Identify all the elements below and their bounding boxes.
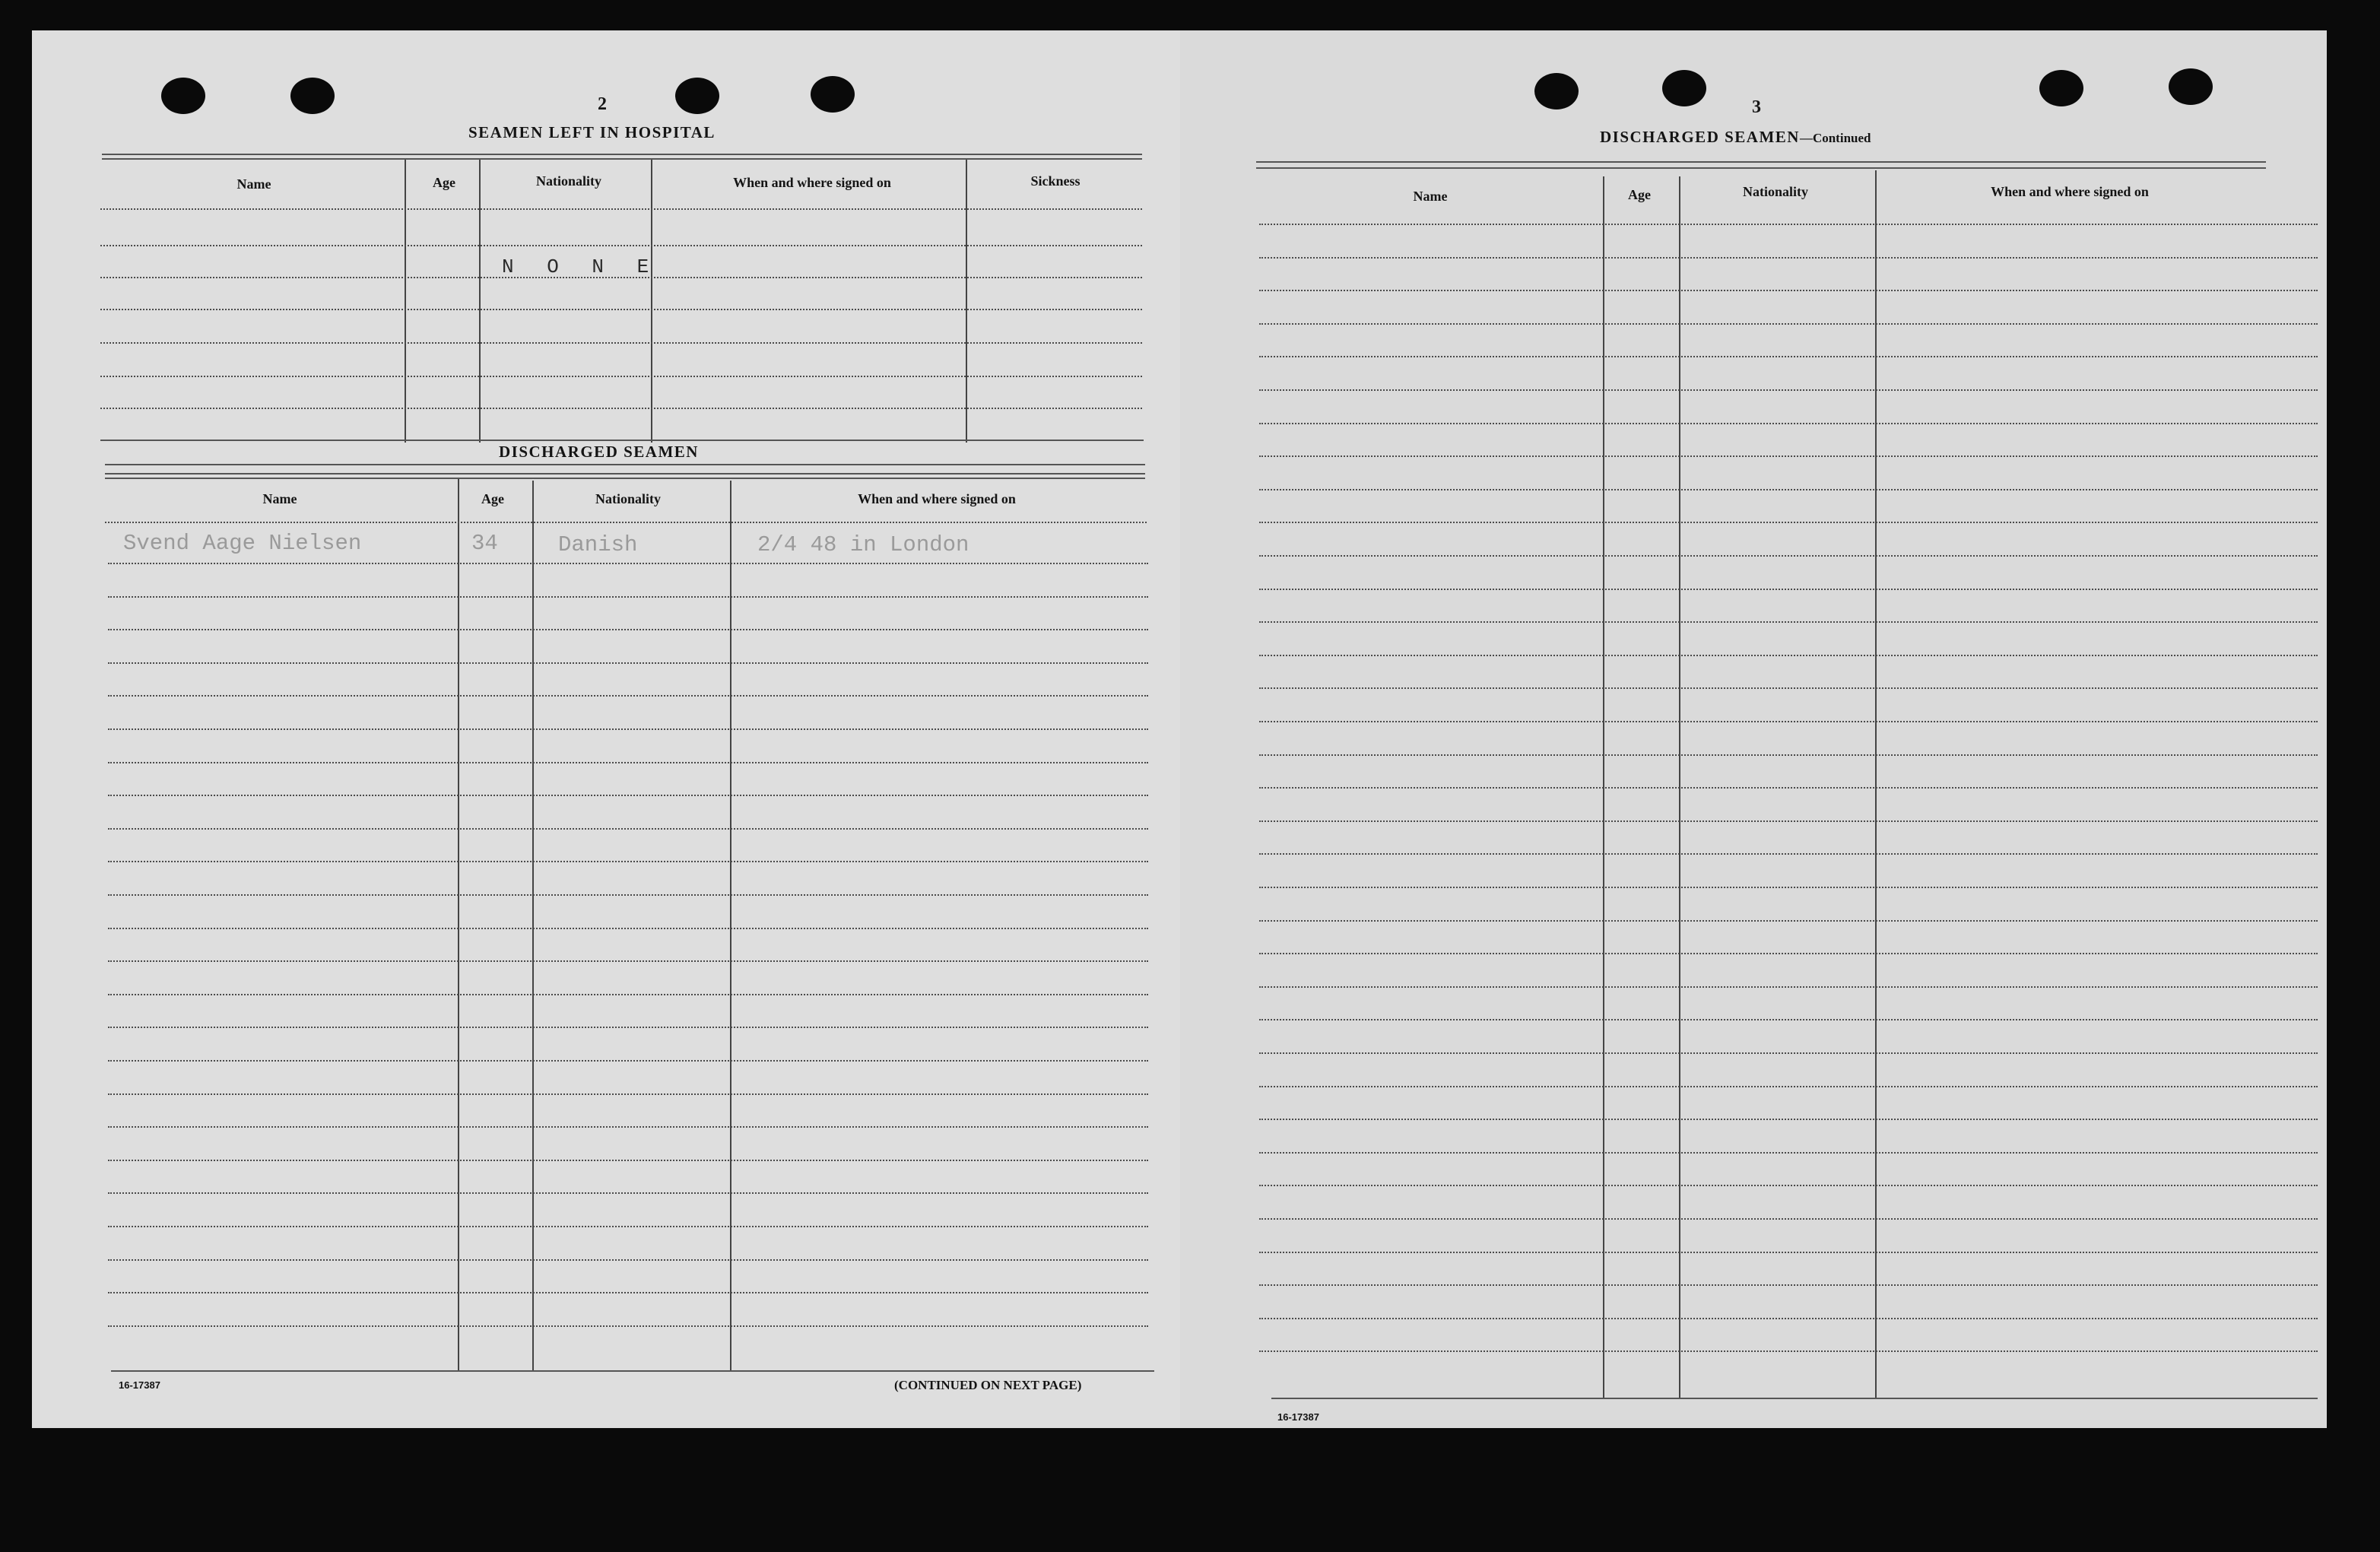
ruled-line	[1259, 853, 2318, 855]
ruled-line	[1259, 455, 2318, 457]
ruled-line	[1259, 589, 2318, 590]
ruled-line	[108, 994, 1148, 995]
hospital-col-signed-on: When and where signed on	[733, 175, 891, 190]
ruled-line	[1259, 290, 2318, 291]
ruled-line	[1259, 1086, 2318, 1087]
form-number: 16-17387	[1277, 1411, 1319, 1423]
hospital-col-age: Age	[433, 175, 455, 190]
ruled-line	[108, 1292, 1148, 1293]
punch-hole	[2039, 70, 2083, 106]
ruled-line	[108, 695, 1148, 697]
ruled-line	[108, 861, 1148, 862]
ruled-line	[108, 1093, 1148, 1095]
ruled-line	[1259, 1185, 2318, 1186]
ruled-line	[1259, 655, 2318, 656]
punch-hole	[675, 78, 719, 114]
ruled-line	[1259, 687, 2318, 689]
punch-hole	[1534, 73, 1579, 109]
discharged-col-age: Age	[481, 491, 504, 506]
ruled-line	[1259, 389, 2318, 391]
ruled-line	[108, 662, 1148, 664]
ruled-line	[1259, 986, 2318, 988]
hospital-col-name: Name	[236, 176, 271, 192]
ruled-line	[108, 828, 1148, 830]
ruled-line	[1259, 754, 2318, 756]
ruled-line	[1259, 1119, 2318, 1120]
left-page	[32, 30, 1180, 1428]
right-col-name: Name	[1413, 189, 1448, 204]
ruled-line	[1259, 1052, 2318, 1054]
ruled-line	[1259, 356, 2318, 357]
ruled-line	[108, 762, 1148, 763]
continued-section-title: DISCHARGED SEAMEN—Continued	[1600, 128, 1871, 146]
punch-hole	[2169, 68, 2213, 105]
ruled-line	[108, 1027, 1148, 1028]
ruled-line	[1259, 621, 2318, 623]
page-number: 2	[598, 94, 607, 114]
ruled-line	[1259, 489, 2318, 490]
ruled-line	[1259, 820, 2318, 822]
ruled-line	[1259, 323, 2318, 325]
ruled-line	[108, 596, 1148, 598]
ruled-line	[108, 563, 1148, 564]
seaman-age: 34	[471, 531, 498, 556]
right-col-signed-on: When and where signed on	[1991, 184, 2149, 199]
right-col-nationality: Nationality	[1742, 184, 1808, 199]
ruled-line	[1259, 953, 2318, 954]
punch-hole	[290, 78, 335, 114]
ruled-line	[108, 1192, 1148, 1194]
ruled-line	[108, 894, 1148, 896]
ruled-line	[1259, 423, 2318, 424]
ruled-line	[1259, 257, 2318, 259]
ruled-line	[108, 960, 1148, 962]
ruled-line	[1259, 721, 2318, 722]
ruled-line	[1259, 522, 2318, 523]
ruled-line	[108, 928, 1148, 929]
ruled-line	[1259, 555, 2318, 557]
punch-hole	[1662, 70, 1706, 106]
hospital-col-nationality: Nationality	[535, 173, 601, 189]
ruled-line	[1259, 1350, 2318, 1352]
discharged-col-name: Name	[262, 491, 297, 506]
punch-hole	[161, 78, 205, 114]
ruled-line	[108, 795, 1148, 796]
ruled-line	[1259, 887, 2318, 888]
form-number: 16-17387	[119, 1379, 160, 1391]
right-col-age: Age	[1628, 187, 1651, 202]
ruled-line	[108, 1259, 1148, 1261]
hospital-none-note: N O N E	[502, 255, 660, 278]
ruled-line	[108, 1126, 1148, 1128]
hospital-col-sickness: Sickness	[1030, 173, 1081, 189]
seaman-signed-on: 2/4 48 in London	[757, 532, 969, 557]
ruled-line	[108, 1325, 1148, 1327]
right-page	[1180, 30, 2327, 1428]
discharged-col-nationality: Nationality	[595, 491, 661, 506]
continued-footer: (CONTINUED ON NEXT PAGE)	[894, 1378, 1082, 1392]
ruled-line	[108, 728, 1148, 730]
ruled-line	[108, 1060, 1148, 1062]
ruled-line	[1259, 224, 2318, 225]
ruled-line	[1259, 1318, 2318, 1319]
ruled-line	[1259, 1284, 2318, 1286]
ruled-line	[1259, 1152, 2318, 1154]
punch-hole	[811, 76, 855, 113]
ruled-line	[1259, 920, 2318, 922]
seaman-name: Svend Aage Nielsen	[123, 531, 362, 556]
ruled-line	[108, 1160, 1148, 1161]
ruled-line	[108, 629, 1148, 630]
ruled-line	[1259, 1252, 2318, 1253]
hospital-section-title: SEAMEN LEFT IN HOSPITAL	[468, 123, 716, 141]
ruled-line	[108, 1226, 1148, 1227]
ruled-line	[1259, 787, 2318, 789]
ruled-line	[1259, 1019, 2318, 1020]
discharged-col-signed-on: When and where signed on	[858, 491, 1016, 506]
ruled-line	[1259, 1218, 2318, 1220]
discharged-section-title: DISCHARGED SEAMEN	[499, 443, 699, 461]
page-number: 3	[1752, 97, 1761, 117]
seaman-nationality: Danish	[558, 532, 638, 557]
